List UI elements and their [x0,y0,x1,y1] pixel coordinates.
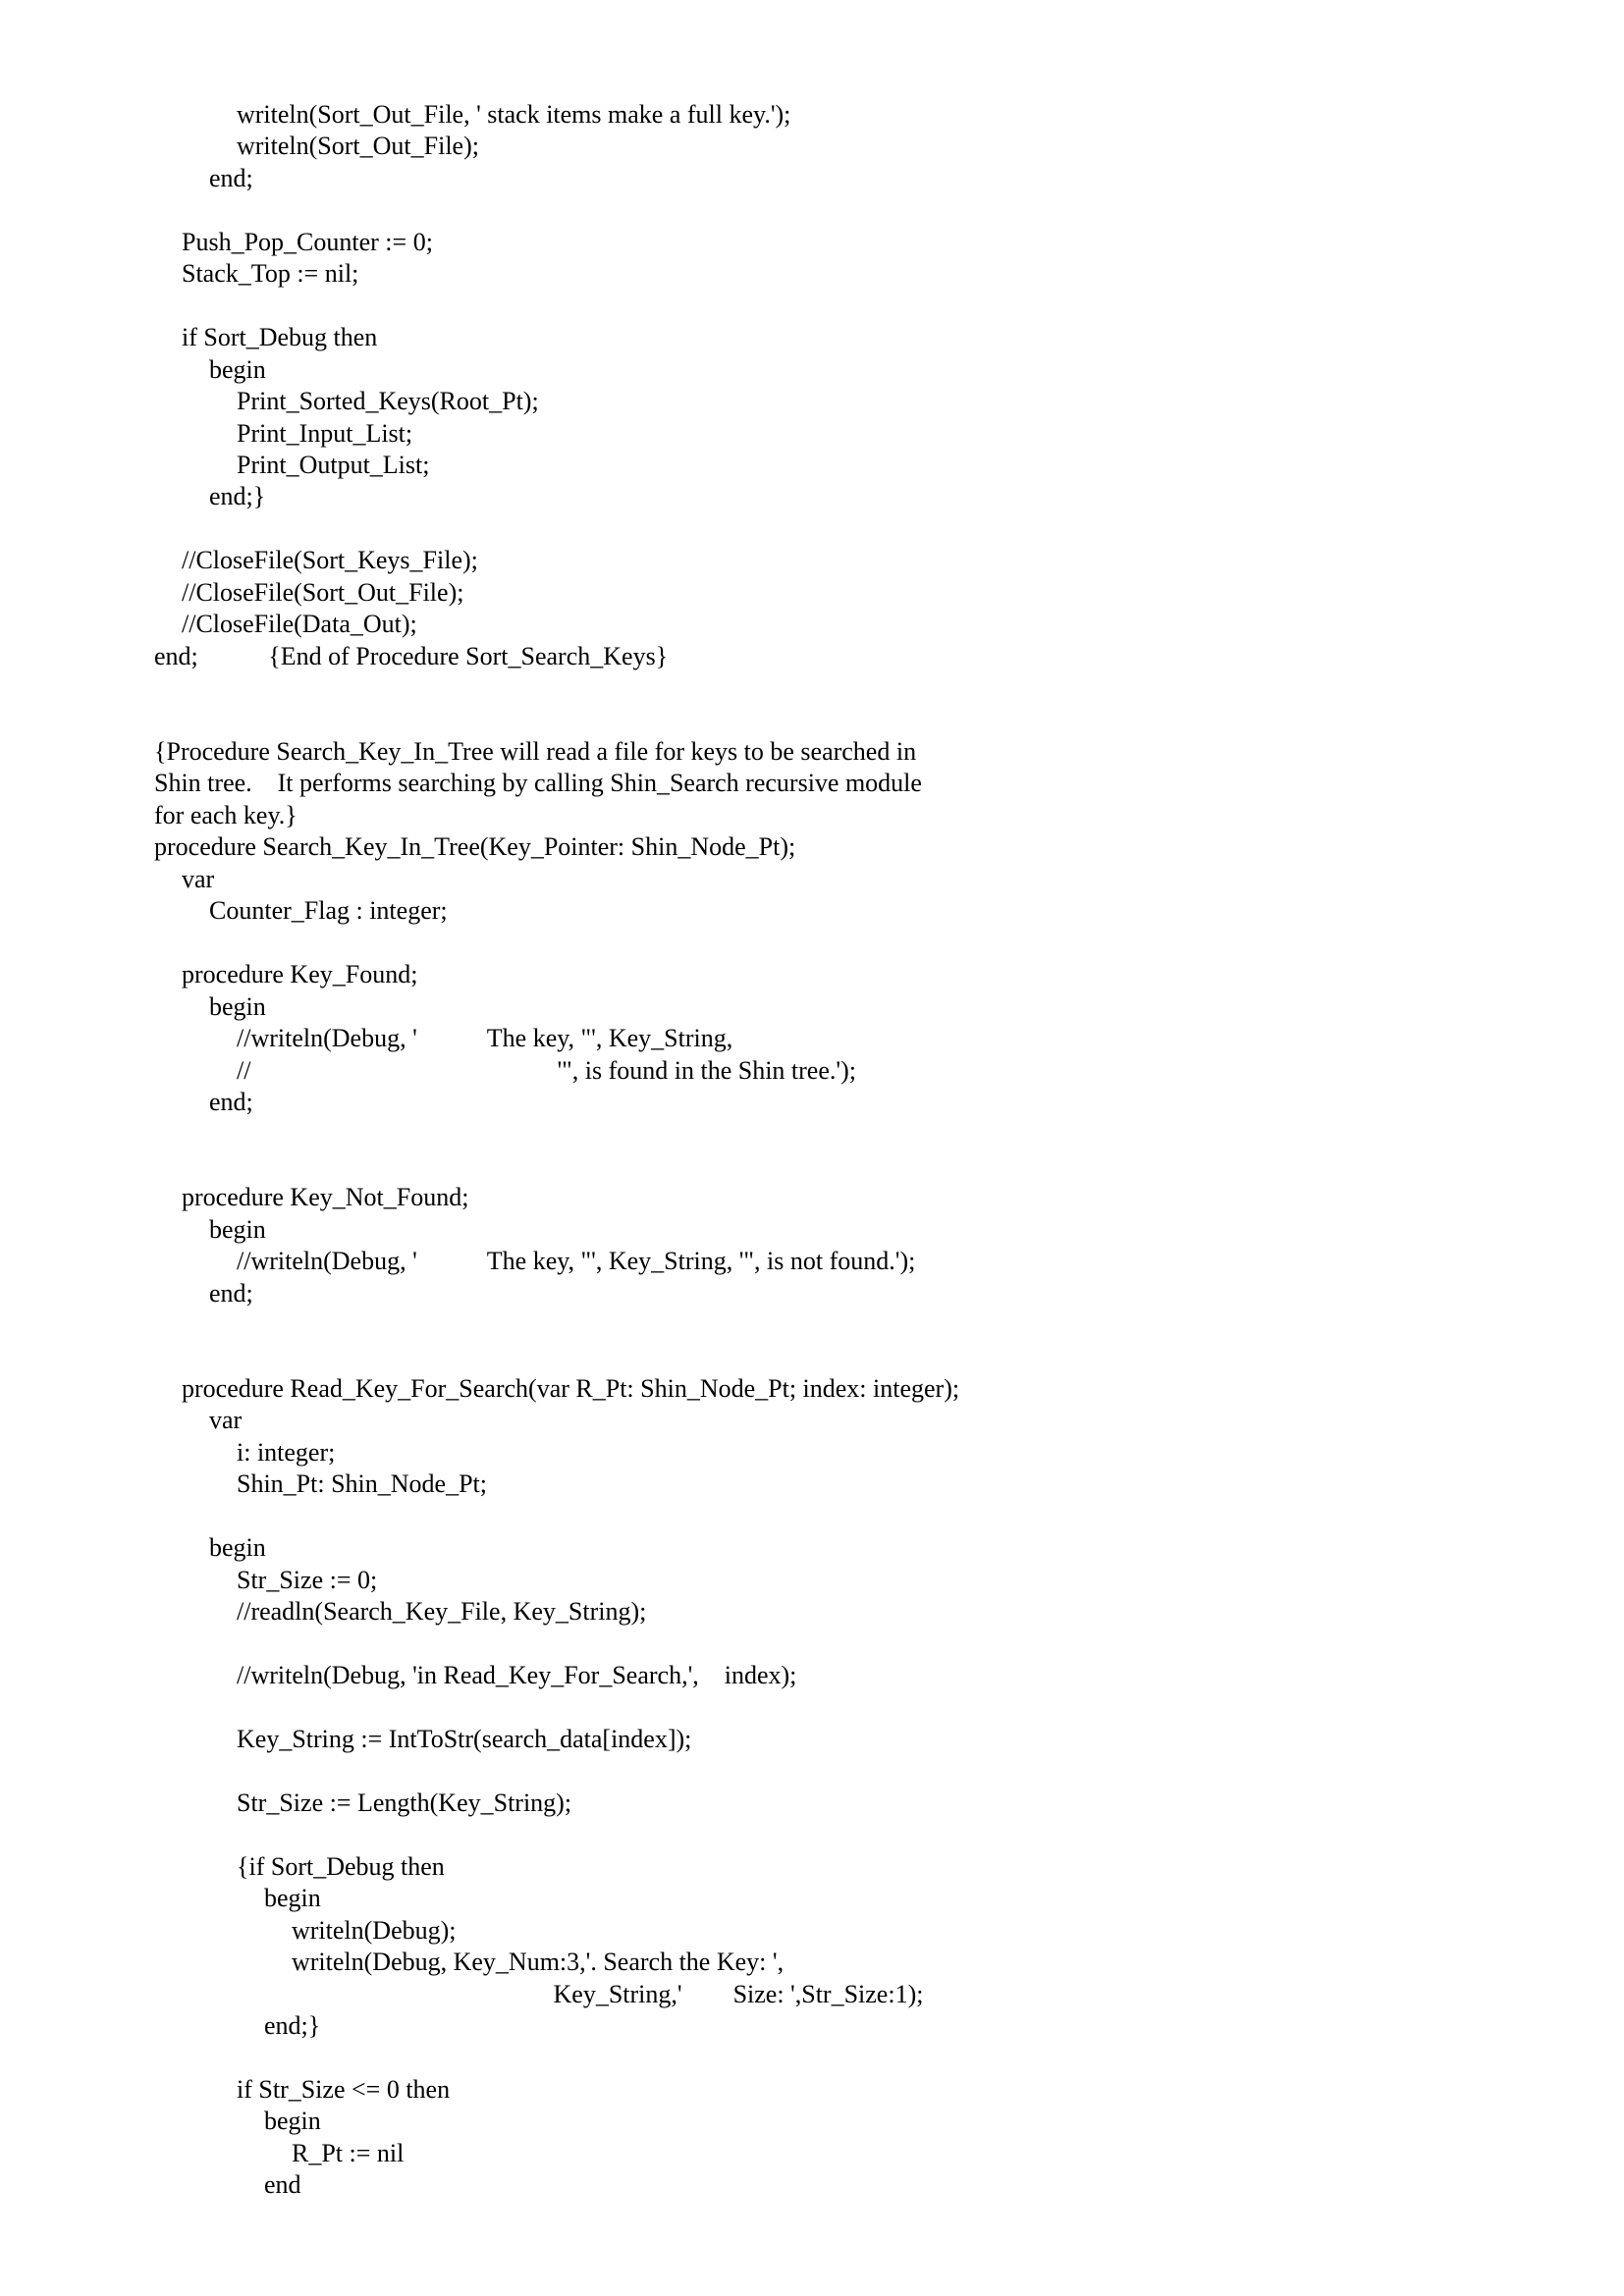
code-line: writeln(Sort_Out_File); [237,132,479,160]
code-line: Str_Size := 0; [237,1566,378,1594]
code-line: //writeln(Debug, ' The key, "', Key_String, [237,1024,733,1052]
code-line: var [182,865,215,893]
code-line: {Procedure Search_Key_In_Tree will read a file for keys to be searched in [154,737,917,766]
code-line: writeln(Debug); [292,1916,457,1945]
code-line: Print_Input_List; [237,419,413,448]
code-line: //CloseFile(Data_Out); [182,610,417,638]
code-line: {if Sort_Debug then [237,1852,445,1881]
code-line: writeln(Debug, Key_Num:3,'. Search the Key: ', [292,1948,785,1976]
code-line: procedure Key_Not_Found; [182,1183,469,1211]
code-line: Shin_Pt: Shin_Node_Pt; [237,1469,487,1498]
code-line: Shin tree. It performs searching by calling Shin_Search recursive module [154,769,922,797]
code-line: Print_Output_List; [237,451,430,479]
code-line: end; [209,164,253,192]
code-line: procedure Search_Key_In_Tree(Key_Pointer: Shin_Node_Pt); [154,832,796,861]
code-line: Key_String := IntToStr(search_data[index]); [237,1725,692,1753]
code-line: if Str_Size <= 0 then [237,2075,451,2104]
code-line: end; [209,1279,253,1308]
code-line: //writeln(Debug, ' The key, "', Key_String, '", is not found.'); [237,1247,916,1275]
code-line: begin [209,355,266,384]
code-line: procedure Read_Key_For_Search(var R_Pt: Shin_Node_Pt; index: integer); [182,1374,960,1403]
code-line: Str_Size := Length(Key_String); [237,1789,572,1817]
code-line: procedure Key_Found; [182,960,418,988]
code-line: begin [209,992,266,1021]
code-line: //CloseFile(Sort_Out_File); [182,578,464,607]
code-line: begin [209,1215,266,1244]
code-line: i: integer; [237,1438,336,1467]
code-line: Push_Pop_Counter := 0; [182,228,433,256]
code-line: Stack_Top := nil; [182,259,359,288]
code-line: //readln(Search_Key_File, Key_String); [237,1597,647,1626]
code-line: Counter_Flag : integer; [209,896,448,925]
code-line: Key_String,' Size: ',Str_Size:1); [292,1980,924,2008]
code-line: end; {End of Procedure Sort_Search_Keys} [154,642,669,670]
code-line: //writeln(Debug, 'in Read_Key_For_Search,', index); [237,1661,797,1689]
code-line: writeln(Sort_Out_File, ' stack items make a full key.'); [237,100,791,129]
code-line: Print_Sorted_Keys(Root_Pt); [237,387,539,415]
code-line: end;} [264,2011,321,2040]
code-line: if Sort_Debug then [182,323,378,351]
code-line: R_Pt := nil [292,2139,405,2167]
code-line: //CloseFile(Sort_Keys_File); [182,546,478,574]
code-line: begin [264,2107,321,2135]
code-line: // '", is found in the Shin tree.'); [237,1056,856,1085]
code-line: end; [209,1088,253,1116]
code-line: var [209,1406,243,1434]
code-line: end;} [209,482,266,510]
code-line: begin [209,1533,266,1562]
code-line: end [264,2170,301,2199]
code-line: for each key.} [154,801,298,829]
code-line: begin [264,1884,321,1912]
